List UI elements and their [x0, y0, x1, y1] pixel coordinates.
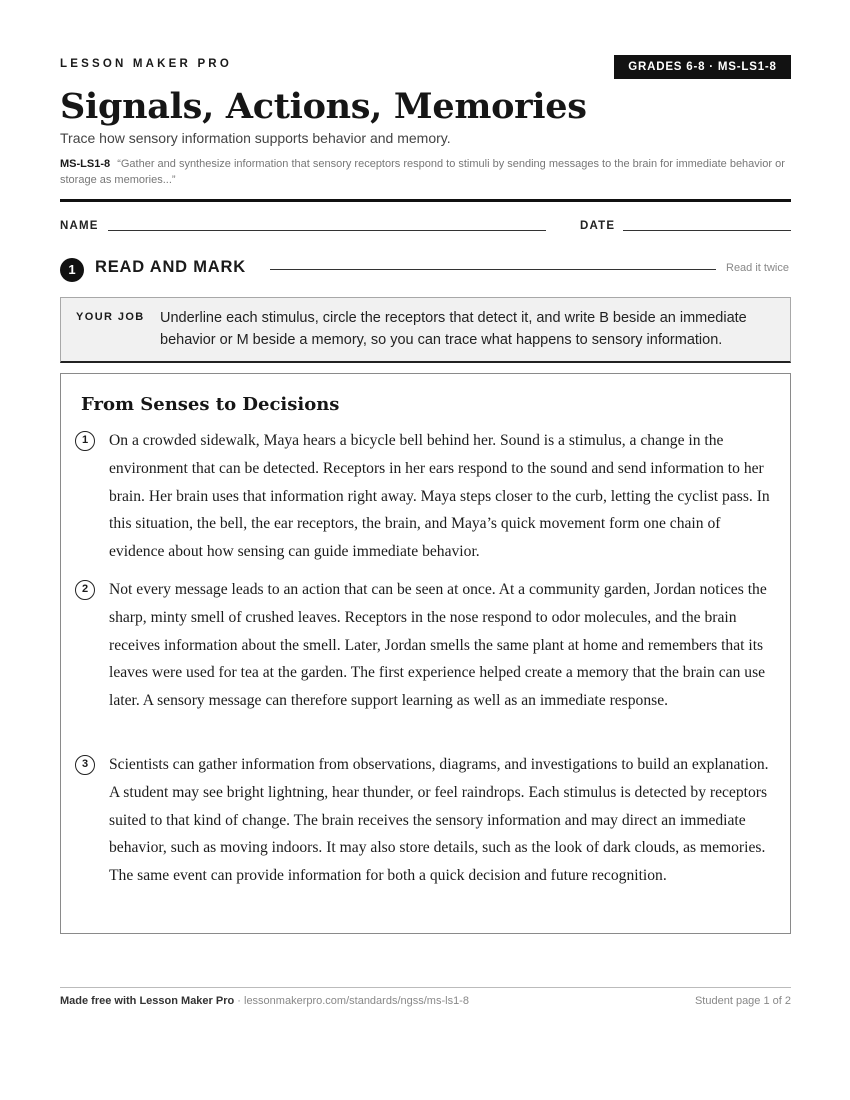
footer-page-number: Student page 1 of 2 — [694, 995, 791, 1007]
paragraph-text: Not every message leads to an action that can be seen at once. At a community garden, Jordan notices the sharp, minty smell of crushed leaves. Receptors in the nose respond to odor molecules, and the brain receives information about the smell. Later, Jordan smells the same plant at home and remembers that its leaves were used for tea at the garden. The first experience helped create a memory that the brain can use later. A sensory message can therefore support learning as well as an immediate response. — [109, 581, 767, 710]
paragraph-number-badge: 2 — [75, 580, 95, 600]
standard-code: MS-LS1-8 — [60, 158, 111, 170]
grade-badge: GRADES 6-8 · MS-LS1-8 — [614, 55, 791, 79]
section-note: Read it twice — [726, 262, 789, 274]
name-label: NAME — [60, 220, 99, 232]
brand-name: LESSON MAKER PRO — [60, 58, 232, 70]
task-label: YOUR JOB — [76, 311, 145, 323]
date-field-line[interactable] — [623, 230, 791, 231]
standard-quote: “Gather and synthesize information that sensory receptors respond to stimuli by sending messages to the brain for immediate behavior or storage as memories...” — [60, 158, 785, 186]
header-divider — [60, 199, 791, 202]
footer-made-with: Made free with Lesson Maker Pro — [60, 995, 235, 1007]
paragraph-number-badge: 1 — [75, 431, 95, 451]
page-subtitle: Trace how sensory information supports behavior and memory. — [60, 130, 451, 146]
section-title: READ AND MARK — [95, 258, 246, 276]
section-number-badge: 1 — [60, 258, 84, 282]
paragraph-number-badge: 3 — [75, 755, 95, 775]
name-field-line[interactable] — [108, 230, 546, 231]
footer-url[interactable]: · lessonmakerpro.com/standards/ngss/ms-ls1-8 — [234, 995, 469, 1007]
task-instructions-box — [60, 297, 791, 363]
task-text: Underline each stimulus, circle the receptors that detect it, and write B beside an immediate behavior or M beside a memory, so you can trace what happens to sensory information. — [160, 310, 747, 348]
date-label: DATE — [580, 220, 616, 232]
paragraph-text: On a crowded sidewalk, Maya hears a bicycle bell behind her. Sound is a stimulus, a change in the environment that can be detected. Receptors in her ears respond to the sound and send information to her brain. Her brain uses that information right away. Maya steps closer to the curb, letting the cyclist pass. In this situation, the bell, the ear receptors, the brain, and Maya’s quick movement form one chain of evidence about how sensing can guide immediate behavior. — [109, 432, 770, 561]
footer-credit — [60, 995, 469, 1007]
section-divider — [270, 269, 716, 270]
reading-passage-box — [60, 373, 791, 934]
passage-title: From Senses to Decisions — [81, 394, 340, 415]
paragraph-text: Scientists can gather information from observations, diagrams, and investigations to build an explanation. A student may see bright lightning, hear thunder, or feel raindrops. Each stimulus is detected by receptors suited to that kind of change. The brain receives the sensory information and may direct an immediate behavior, such as moving indoors. It may also store details, such as the look of dark clouds, as memories. The same event can provide information for both a quick decision and future recognition. — [109, 756, 769, 885]
footer-divider — [60, 987, 791, 988]
page-title: Signals, Actions, Memories — [60, 86, 587, 127]
standard-statement — [60, 156, 790, 188]
